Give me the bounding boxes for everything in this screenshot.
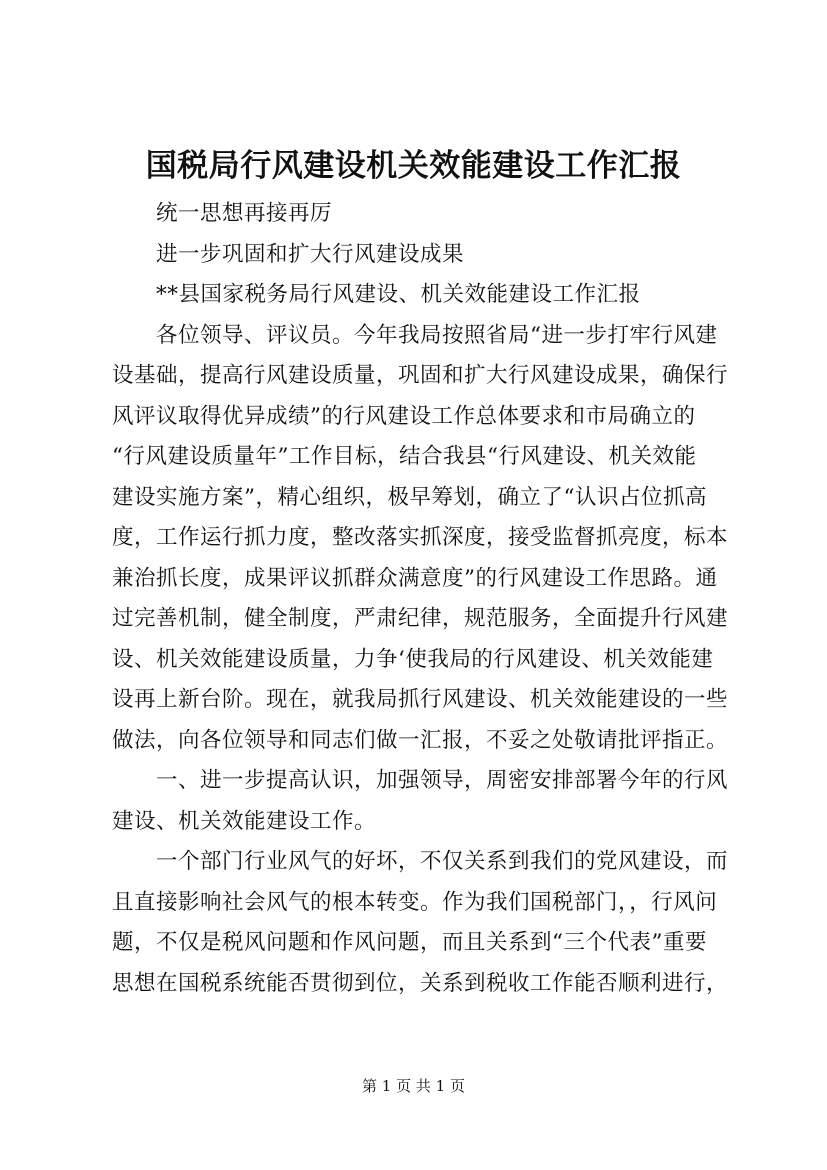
paragraph-line: 设再上新台阶。现在，就我局抓行风建设、机关效能建设的一些 [112,687,729,712]
paragraph-line: 做法，向各位领导和同志们做一汇报，不妥之处敬请批评指正。 [112,727,729,753]
paragraph-line: 度，工作运行抓力度，整改落实抓深度，接受监督抓亮度，标本 [112,525,729,550]
paragraph-line: 设基础，提高行风建设质量，巩固和扩大行风建设成果，确保行 [112,363,729,388]
paragraph-line: 建设实施方案”，精心组织，极早筹划，确立了“认识占位抓高 [112,484,707,510]
paragraph-line: 各位领导、评议员。今年我局按照省局“进一步打牢行风建 [156,322,718,348]
paragraph-line: 思想在国税系统能否贯彻到位，关系到税收工作能否顺利进行， [112,970,729,996]
document-body [112,194,752,1004]
paragraph-line: 一个部门行业风气的好坏，不仅关系到我们的党风建设，而 [156,849,729,874]
paragraph-line: 且直接影响社会风气的根本转变。作为我们国税部门，，行风问 [112,889,718,915]
subtitle-line: 进一步巩固和扩大行风建设成果 [156,241,465,267]
paragraph-line: 设、机关效能建设质量，力争‘使我局的行风建设、机关效能建 [112,646,714,672]
subtitle-line: **县国家税务局行风建设、机关效能建设工作汇报 [156,282,641,307]
paragraph-line: 过完善机制，健全制度，严肃纪律，规范服务，全面提升行风建 [112,606,729,631]
paragraph-line: 兼治抓长度，成果评议抓群众满意度”的行风建设工作思路。通 [112,565,718,591]
page-number-footer: 第 1 页 共 1 页 [362,1077,465,1095]
section-heading-line: 建设、机关效能建设工作。 [112,808,377,834]
paragraph-line: 题，不仅是税风问题和作风问题，而且关系到“三个代表”重要 [112,930,707,955]
document-title: 国税局行风建设机关效能建设工作汇报 [145,148,682,184]
subtitle-line: 统一思想再接再厉 [156,201,333,226]
paragraph-line: 风评议取得优异成绩”的行风建设工作总体要求和市局确立的 [112,403,696,429]
section-heading-line: 一、进一步提高认识，加强领导，周密安排部署今年的行风 [156,768,729,793]
paragraph-line: “行风建设质量年”工作目标，结合我县“行风建设、机关效能 [112,444,697,469]
